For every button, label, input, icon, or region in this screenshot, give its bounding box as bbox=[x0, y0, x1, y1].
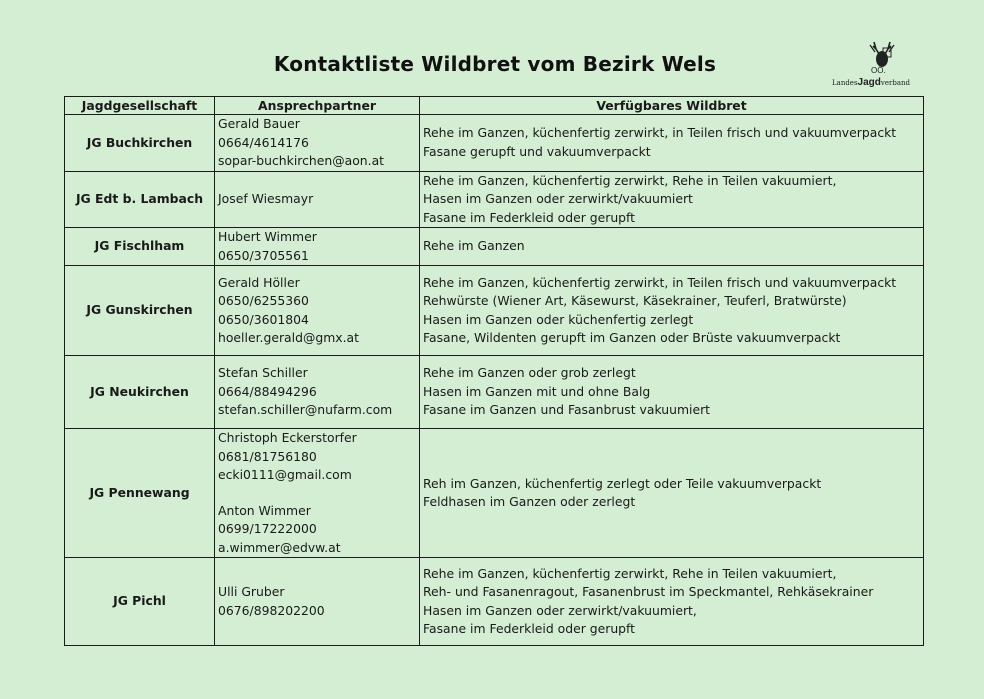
table-row bbox=[65, 356, 924, 429]
contact-phone: 0650/3705561 bbox=[218, 247, 309, 263]
contact-name: Anton Wimmer bbox=[218, 502, 311, 518]
game-line: Rehe im Ganzen, küchenfertig zerwirkt, in Teilen frisch und vakuumverpackt bbox=[423, 274, 897, 290]
contact-cell bbox=[215, 171, 420, 228]
game-line: Fasane im Federkleid oder gerupft bbox=[423, 209, 636, 225]
game-line: Fasane im Federkleid oder gerupft bbox=[423, 621, 636, 636]
contact-spacer bbox=[218, 485, 416, 502]
landesjagdverband-logo bbox=[832, 40, 924, 90]
contact-cell bbox=[215, 115, 420, 172]
game-line: Rehe im Ganzen, küchenfertig zerwirkt, in Teilen frisch und vakuumverpackt bbox=[423, 125, 897, 141]
table-row bbox=[65, 228, 924, 266]
page-title: Kontaktliste Wildbret vom Bezirk Wels bbox=[273, 52, 717, 76]
game-cell bbox=[420, 171, 924, 228]
contact-name: Ulli Gruber bbox=[218, 584, 285, 599]
game-line: Hasen im Ganzen oder küchenfertig zerlegt bbox=[423, 311, 694, 327]
game-line: Feldhasen im Ganzen oder zerlegt bbox=[423, 494, 636, 509]
jg-name: JG Fischlham bbox=[65, 228, 215, 266]
contact-cell bbox=[215, 266, 420, 356]
contact-email[interactable]: ecki0111@gmail.com bbox=[218, 467, 352, 482]
column-header-jagdgesellschaft: Jagdgesellschaft bbox=[65, 97, 215, 115]
contact-phone: 0650/3601804 bbox=[218, 311, 309, 327]
column-header-ansprechpartner: Ansprechpartner bbox=[215, 97, 420, 115]
game-line: Fasane, Wildenten gerupft im Ganzen oder Brüste vakuumverpackt bbox=[423, 330, 841, 345]
contact-name: Josef Wiesmayr bbox=[218, 191, 314, 206]
game-line: Rehe im Ganzen, küchenfertig zerwirkt, Rehe in Teilen vakuumiert, bbox=[423, 172, 837, 188]
game-cell bbox=[420, 356, 924, 429]
logo-left-text: Landes bbox=[832, 79, 858, 87]
contact-phone: 0676/898202200 bbox=[218, 602, 325, 618]
game-cell bbox=[420, 266, 924, 356]
game-line: Rehe im Ganzen, küchenfertig zerwirkt, Rehe in Teilen vakuumiert, bbox=[423, 565, 837, 581]
jg-name: JG Neukirchen bbox=[65, 356, 215, 429]
game-line: Hasen im Ganzen mit und ohne Balg bbox=[423, 383, 651, 399]
game-cell bbox=[420, 115, 924, 172]
game-line: Hasen im Ganzen oder zerwirkt/vakuumiert bbox=[423, 191, 693, 206]
game-line: Fasane im Ganzen und Fasanbrust vakuumiert bbox=[423, 402, 711, 418]
jg-name: JG Pennewang bbox=[65, 429, 215, 558]
contact-cell bbox=[215, 228, 420, 266]
contact-phone: 0664/88494296 bbox=[218, 383, 317, 399]
logo-right-text: verband bbox=[880, 79, 910, 87]
contact-name: Gerald Höller bbox=[218, 274, 300, 290]
contact-email[interactable]: a.wimmer@edvw.at bbox=[218, 539, 341, 555]
game-line: Fasane gerupft und vakuumverpackt bbox=[423, 143, 651, 159]
table-row bbox=[65, 558, 924, 646]
contact-name: Christoph Eckerstorfer bbox=[218, 430, 357, 445]
game-cell bbox=[420, 558, 924, 646]
logo-oo-text: OÖ. bbox=[871, 66, 886, 75]
logo-wordmark bbox=[832, 77, 924, 88]
contact-phone: 0650/6255360 bbox=[218, 293, 309, 308]
jg-name: JG Buchkirchen bbox=[65, 115, 215, 172]
contact-name: Gerald Bauer bbox=[218, 116, 300, 131]
contact-phone: 0664/4614176 bbox=[218, 134, 309, 150]
contact-table bbox=[64, 96, 924, 646]
contact-phone: 0681/81756180 bbox=[218, 448, 317, 464]
game-line: Reh im Ganzen, küchenfertig zerlegt oder Teile vakuumverpackt bbox=[423, 475, 822, 491]
game-line: Rehwürste (Wiener Art, Käsewurst, Käsekrainer, Teuferl, Bratwürste) bbox=[423, 293, 847, 308]
jg-name: JG Edt b. Lambach bbox=[65, 171, 215, 228]
contact-cell bbox=[215, 429, 420, 558]
contact-email[interactable]: stefan.schiller@nufarm.com bbox=[218, 402, 393, 418]
contact-cell bbox=[215, 356, 420, 429]
game-line: Reh- und Fasanenragout, Fasanenbrust im Speckmantel, Rehkäsekrainer bbox=[423, 584, 874, 599]
contact-name: Hubert Wimmer bbox=[218, 229, 317, 244]
column-header-wildbret: Verfügbares Wildbret bbox=[420, 97, 924, 115]
table-row bbox=[65, 115, 924, 172]
contact-name: Stefan Schiller bbox=[218, 365, 308, 381]
contact-cell bbox=[215, 558, 420, 646]
table-row bbox=[65, 171, 924, 228]
table-header-row bbox=[65, 97, 924, 115]
jg-name: JG Gunskirchen bbox=[65, 266, 215, 356]
contact-email[interactable]: sopar-buchkirchen@aon.at bbox=[218, 153, 385, 168]
game-line: Rehe im Ganzen bbox=[423, 238, 525, 254]
jg-name: JG Pichl bbox=[65, 558, 215, 646]
table-row bbox=[65, 266, 924, 356]
contact-phone: 0699/17222000 bbox=[218, 521, 317, 536]
logo-mid-text: Jagd bbox=[857, 77, 881, 88]
contact-email[interactable]: hoeller.gerald@gmx.at bbox=[218, 330, 359, 345]
game-line: Rehe im Ganzen oder grob zerlegt bbox=[423, 365, 636, 381]
game-cell bbox=[420, 429, 924, 558]
game-line: Hasen im Ganzen oder zerwirkt/vakuumiert, bbox=[423, 602, 697, 618]
table-row bbox=[65, 429, 924, 558]
game-cell bbox=[420, 228, 924, 266]
